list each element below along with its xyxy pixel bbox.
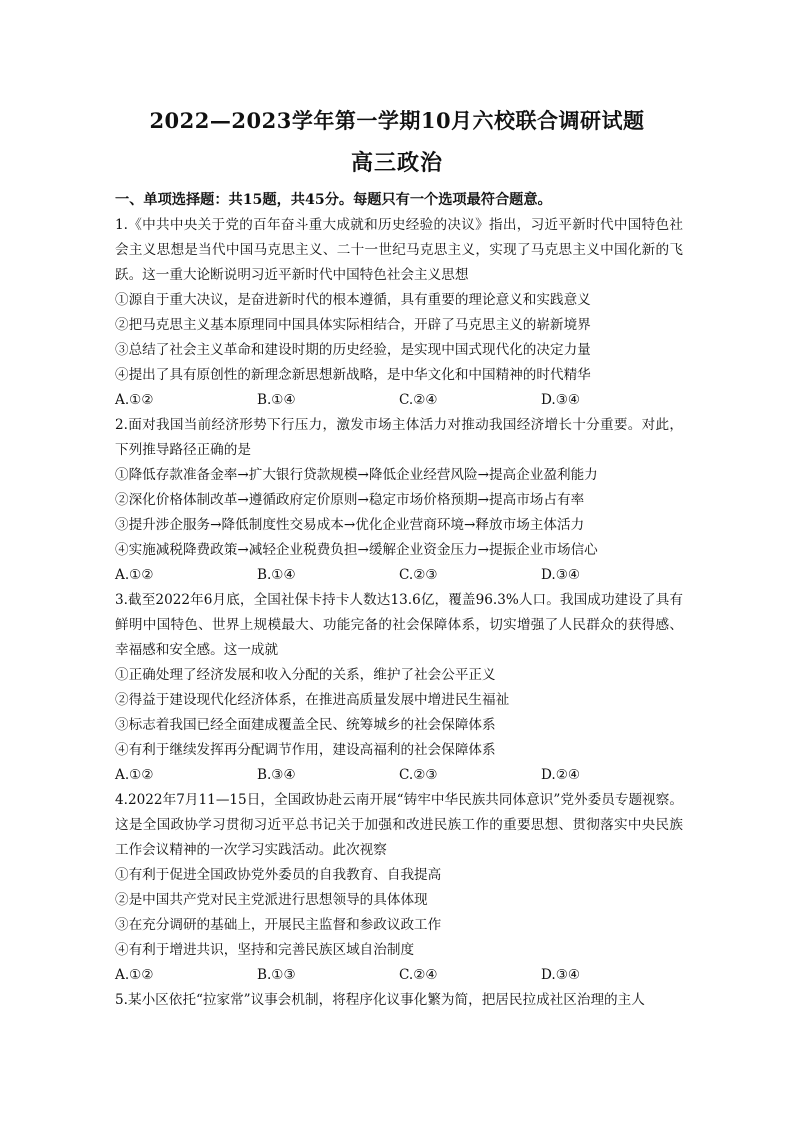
question-2-choice-b: B.①④ — [257, 567, 296, 583]
question-1-option-4: ④提出了具有原创性的新理念新思想新战略，是中华文化和中国精神的时代精华 — [115, 367, 591, 383]
question-3-choice-c: C.②③ — [399, 767, 438, 783]
question-4-option-4: ④有利于增进共识，坚持和完善民族区域自治制度 — [115, 942, 415, 958]
question-1-choice-c: C.②④ — [399, 392, 438, 408]
question-3-choice-a: A.①② — [115, 767, 154, 783]
question-3-choices — [115, 763, 683, 788]
exam-content — [115, 188, 683, 1013]
question-3-option-2: ②得益于建设现代化经济体系，在推进高质量发展中增进民生福祉 — [115, 692, 510, 708]
question-2-option-3: ③提升涉企服务→降低制度性交易成本→优化企业营商环境→释放市场主体活力 — [115, 517, 585, 533]
question-4-option-2: ②是中国共产党对民主党派进行思想领导的具体体现 — [115, 892, 428, 908]
question-2-choice-a: A.①② — [115, 567, 154, 583]
question-1-choices — [115, 388, 683, 413]
question-2-choices — [115, 563, 683, 588]
question-3-choice-b: B.③④ — [257, 767, 296, 783]
question-4-choice-a: A.①② — [115, 967, 154, 983]
exam-subject: 高三政治 — [350, 150, 443, 176]
question-3-option-1: ①正确处理了经济发展和收入分配的关系，维护了社会公平正义 — [115, 667, 496, 683]
question-1-stem: 1.《中共中央关于党的百年奋斗重大成就和历史经验的决议》指出，习近平新时代中国特色社会主义思想是当代中国马克思主义、二十一世纪马克思主义，实现了马克思主义中国化新的飞跃。这一重大论断说明习近平新时代中国特色社会主义思想 — [115, 217, 683, 283]
question-2-choice-c: C.②③ — [399, 567, 438, 583]
question-4-choice-c: C.②④ — [399, 967, 438, 983]
question-4-option-1: ①有利于促进全国政协党外委员的自我教育、自我提高 — [115, 867, 442, 883]
question-4-stem: 4.2022年7月11—15日，全国政协赴云南开展“铸牢中华民族共同体意识”党外委员专题视察。这是全国政协学习贯彻习近平总书记关于加强和改进民族工作的重要思想、贯彻落实中央民族工作会议精神的一次学习实践活动。此次视察 — [115, 792, 683, 858]
question-4-option-3: ③在充分调研的基础上，开展民主监督和参政议政工作 — [115, 917, 442, 933]
question-2-option-2: ②深化价格体制改革→遵循政府定价原则→稳定市场价格预期→提高市场占有率 — [115, 492, 585, 508]
question-1-choice-b: B.①④ — [257, 392, 296, 408]
question-5-stem: 5.某小区依托“拉家常”议事会机制，将程序化议事化繁为简，把居民拉成社区治理的主人 — [115, 992, 645, 1008]
question-2-option-4: ④实施减税降费政策→减轻企业税费负担→缓解企业资金压力→提振企业市场信心 — [115, 542, 598, 558]
question-2-stem: 2.面对我国当前经济形势下行压力，激发市场主体活力对推动我国经济增长十分重要。对此，下列推导路径正确的是 — [115, 417, 683, 458]
exam-title: 2022—2023学年第一学期10月六校联合调研试题 — [149, 108, 645, 133]
question-3-stem: 3.截至2022年6月底，全国社保卡持卡人数达13.6亿，覆盖96.3%人口。我国成功建设了具有鲜明中国特色、世界上规模最大、功能完备的社会保障体系，切实增强了人民群众的获得感、幸福感和安全感。这一成就 — [115, 592, 683, 658]
question-4-choice-b: B.①③ — [257, 967, 296, 983]
question-3-option-3: ③标志着我国已经全面建成覆盖全民、统筹城乡的社会保障体系 — [115, 717, 496, 733]
question-3-option-4: ④有利于继续发挥再分配调节作用，建设高福利的社会保障体系 — [115, 742, 496, 758]
question-2-choice-d: D.③④ — [541, 567, 581, 583]
question-4-choices — [115, 963, 683, 988]
question-1-option-2: ②把马克思主义基本原理同中国具体实际相结合，开辟了马克思主义的崭新境界 — [115, 317, 591, 333]
question-1-option-1: ①源自于重大决议，是奋进新时代的根本遵循，具有重要的理论意义和实践意义 — [115, 292, 591, 308]
question-3-choice-d: D.②④ — [541, 767, 581, 783]
question-4-choice-d: D.③④ — [541, 967, 581, 983]
question-2-option-1: ①降低存款准备金率→扩大银行贷款规模→降低企业经营风险→提高企业盈利能力 — [115, 467, 598, 483]
section-heading: 一、单项选择题：共15题，共45分。每题只有一个选项最符合题意。 — [115, 192, 552, 208]
question-1-choice-d: D.③④ — [541, 392, 581, 408]
question-1-choice-a: A.①② — [115, 392, 154, 408]
question-1-option-3: ③总结了社会主义革命和建设时期的历史经验，是实现中国式现代化的决定力量 — [115, 342, 591, 358]
